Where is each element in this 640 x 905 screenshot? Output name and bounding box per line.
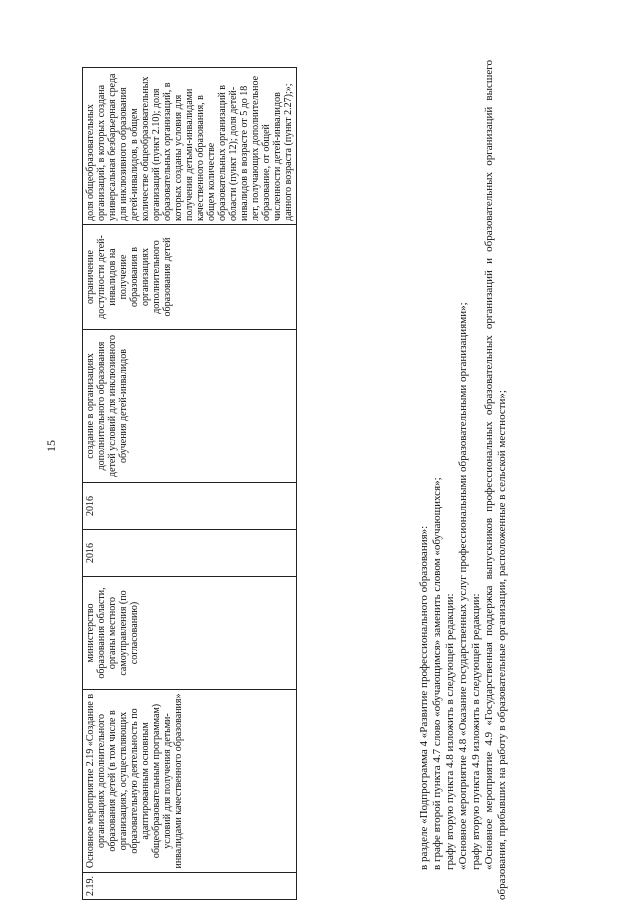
indicators-cell: доля общеобразовательных организаций, в которых создана универсальная безбарьерная среда для инклюзивного образования детей-инвалидов, в общем количестве общеобразовательных организаций (пункт 2.10); доля образовательных организаций, в которых созданы условия для получения детьми-инвалидами качественного образования, в общем количестве образовательных организаций в области (пункт 12); доля детей-инвалидов в возрасте от 5 до 18 лет, получающих дополнительное образование, от общей численности детей-инвалидов данного возраста (пункт 2.27);»; [83,68,297,225]
result-cell: создание в организациях дополнительного образования детей условий для инклюзивного обучения детей-инвалидов [83,330,297,483]
year-end-cell: 2016 [83,483,297,530]
activity-cell: Основное мероприятие 2.19 «Создание в организациях дополнительного образования детей (в том числе в организациях, осуществляющих образовательную деятельность по адаптированным основным общеобразовательным программам) условий для получения детьми-инвалидами качественного образования» [83,690,297,873]
paragraph: в разделе «Подпрограмма 4 «Развитие профессионального образования»: [418,525,430,870]
year-start-cell: 2016 [83,530,297,577]
amendments-text [418,60,509,900]
executor-cell: министерство образования области, органы местного самоуправления (по согласованию) [83,577,297,690]
row-number: 2.19. [83,873,297,900]
paragraph: графу вторую пункта 4.8 изложить в следующей редакции: [444,593,456,870]
rotated-page-content [0,20,620,900]
page-number: 15 [44,440,58,452]
paragraph: «Основное мероприятие 4.9 «Государственная поддержка выпускников профессиональных образовательных организаций и образовательных организаций высшего образования, прибывших на работу в образовательные организации, расположенные в сельской местности»; [483,60,508,900]
paragraph: в графе второй пункта 4.7 слово «обучающимся» заменить словом «обучающихся»; [431,477,443,870]
program-table [82,67,297,900]
problems-cell: ограничение доступности детей-инвалидов на получение образования в организациях дополнительного образования детей [83,225,297,330]
table-row [83,68,297,900]
paragraph: графу вторую пункта 4.9 изложить в следующей редакции: [470,593,482,870]
paragraph: «Основное мероприятие 4.8 «Оказание государственных услуг профессиональными образовательными организациями»; [457,302,469,870]
